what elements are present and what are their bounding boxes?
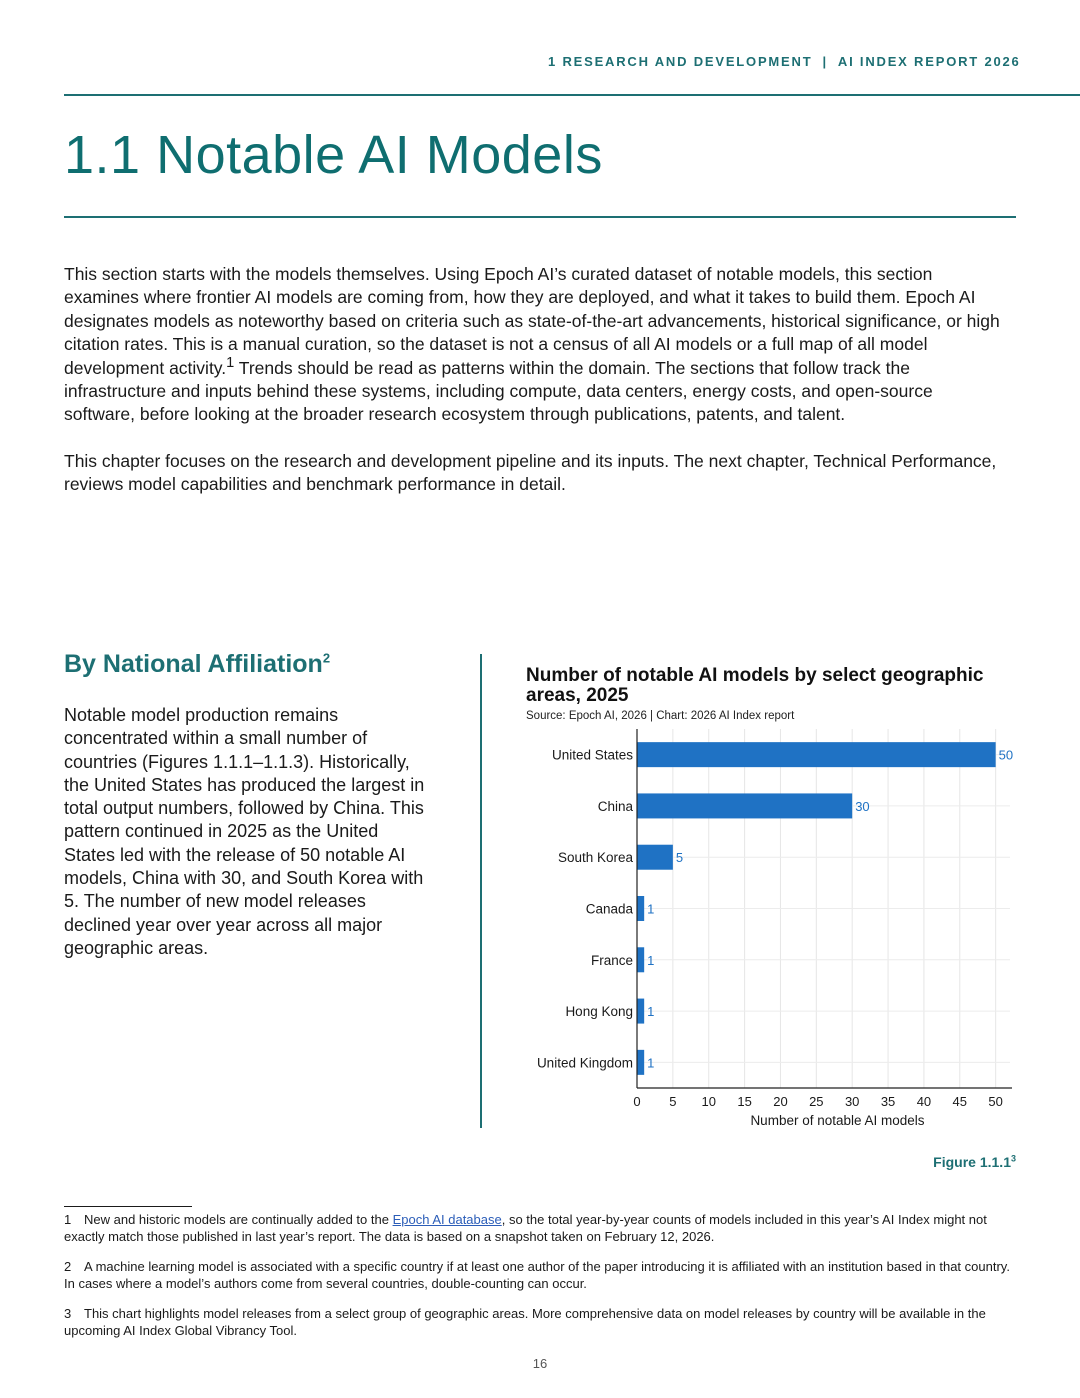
data-label: 1 [647,901,655,917]
footnote-ref-1: 1 [226,354,235,371]
data-label: 5 [675,850,684,866]
header-separator: | [822,54,828,69]
x-tick-label: 15 [737,1094,752,1109]
category-label: France [590,952,633,968]
data-label: 1 [647,1004,655,1020]
data-label: 30 [855,798,870,814]
x-axis-title: Number of notable AI models [750,1113,925,1128]
bar [637,1050,644,1075]
x-tick-label: 25 [809,1094,824,1109]
footnote-1 [64,1211,1019,1245]
x-tick-label: 20 [773,1094,788,1109]
section-heading-text: By National Affiliation [64,650,323,678]
section-body: Notable model production remains concentrated within a small number of countries (Figures 1.1.1–1.1.3). Historically, the United States has produced the largest in total output numbers, followed by China. This pattern continued in 2025 as the United States led with the release of 50 notable AI models, China with 30, and South Korea with 5. The number of new model releases declined year over year across all major geographic areas. [64,705,425,958]
bar [637,845,673,870]
header-report: AI INDEX REPORT 2026 [837,54,1021,69]
footnote-ref-3: 3 [1010,1153,1016,1164]
data-label: 1 [647,1055,655,1071]
x-tick-label: 30 [844,1094,860,1109]
chart-title: Number of notable AI models by select geographic areas, 2025 [526,665,984,706]
category-label: South Korea [557,850,633,866]
page-title: 1.1 Notable AI Models [64,125,603,185]
category-label: Hong Kong [565,1004,633,1020]
category-label: Canada [585,901,633,917]
intro-p1-before: This section starts with the models themselves. Using Epoch AI’s curated dataset of notable models, this section examines where frontier AI models are coming from, how they are deployed, and what it takes to build them. Epoch AI designates models as noteworthy based on criteria such as state-of-the-art advancements, historical significance, or high citation rates. This is a manual curation, so the dataset is not a census of all AI models or a full map of all model development activity. [64,264,1000,378]
data-label: 1 [647,952,655,968]
x-tick-label: 0 [633,1094,641,1109]
footnote-number: 3 [64,1306,72,1321]
epoch-ai-database-link[interactable]: Epoch AI database [392,1212,502,1227]
footnote-rule [64,1206,192,1207]
bar [637,742,996,767]
footnote-text: A machine learning model is associated with a specific country if at least one author of the paper introducing it is affiliated with an institution based in that country. In cases where a model’s authors come from several countries, double-counting can occur. [64,1259,1010,1291]
footnote-text: This chart highlights model releases from a select group of geographic areas. More comprehensive data on model releases by country will be available in the upcoming AI Index Global Vibrancy Tool. [64,1306,986,1338]
footnote-3 [64,1305,1019,1339]
bar [637,947,644,972]
intro-paragraph-2: This chapter focuses on the research and development pipeline and its inputs. The next chapter, Technical Performance, reviews model capabilities and benchmark performance in detail. [64,450,997,495]
footnote-number: 2 [64,1259,72,1274]
x-tick-label: 35 [880,1094,896,1109]
bar [637,793,852,818]
figure-label-text: Figure 1.1.1 [933,1154,1011,1170]
intro-p1-after: Trends should be read as patterns within the domain. The sections that follow track the infrastructure and inputs behind these systems, including compute, data centers, energy costs, and open-source software, before looking at the broader research ecosystem through publications, patents, and talent. [64,357,933,425]
x-tick-label: 50 [988,1094,1003,1109]
bar [637,999,644,1024]
footnotes [64,1211,1019,1352]
category-label: United States [551,747,633,763]
x-tick-label: 40 [916,1094,932,1109]
footnote-text: , so the total year-by-year counts of models included in this year’s AI Index might not exactly match those published in last year’s report. The data is based on a snapshot taken on February 12, 2026. [64,1212,987,1244]
figure-label [933,1154,1016,1170]
chart-source: Source: Epoch AI, 2026 | Chart: 2026 AI Index report [526,710,795,722]
x-tick-label: 10 [701,1094,716,1109]
header-chapter: 1 RESEARCH AND DEVELOPMENT [548,54,813,69]
category-label: United Kingdom [536,1055,633,1071]
data-label: 50 [998,747,1014,763]
footnote-text: New and historic models are continually added to the [84,1212,393,1227]
footnote-number: 1 [64,1212,72,1227]
bar [637,896,644,921]
footnote-ref-2: 2 [322,650,331,666]
x-tick-label: 5 [669,1094,677,1109]
category-label: China [597,798,633,814]
page-number: 16 [532,1356,548,1371]
x-tick-label: 45 [952,1094,968,1109]
footnote-2 [64,1258,1019,1292]
